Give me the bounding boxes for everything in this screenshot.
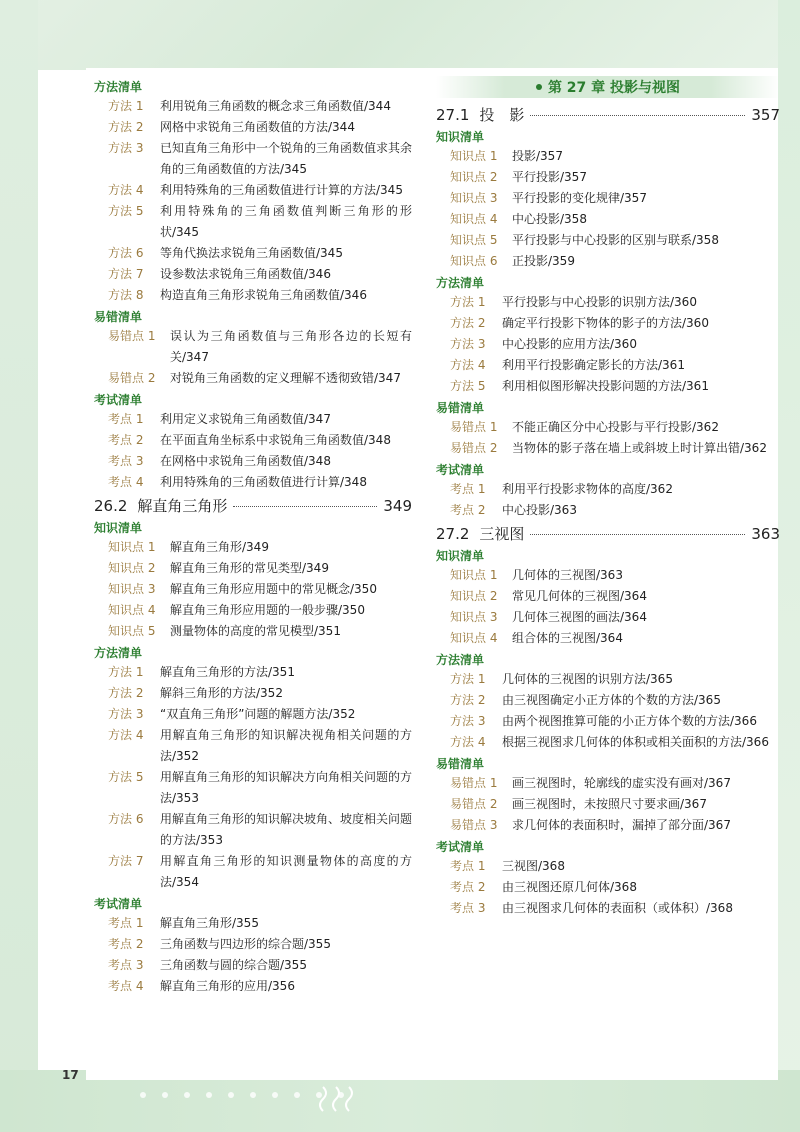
item-label: 方法 2 <box>108 686 144 700</box>
item-label: 易错点 2 <box>450 797 498 811</box>
item-label: 方法 1 <box>108 665 144 679</box>
toc-item[interactable] <box>436 167 780 188</box>
toc-item[interactable] <box>436 669 780 690</box>
toc-item[interactable] <box>436 417 780 438</box>
toc-item[interactable] <box>94 138 412 180</box>
toc-item[interactable] <box>436 628 780 649</box>
item-text: 平行投影与中心投影的区别与联系/358 <box>512 233 719 247</box>
item-text: 利用平行投影求物体的高度/362 <box>502 482 673 496</box>
item-label: 知识点 3 <box>450 191 498 205</box>
item-text: 几何体三视图的画法/364 <box>512 610 647 624</box>
chapter-title: 第 27 章 投影与视图 <box>547 80 681 96</box>
toc-item[interactable] <box>436 479 780 500</box>
item-text: 构造直角三角形求锐角三角函数值/346 <box>160 288 367 302</box>
section-title: 投 影 <box>479 106 525 124</box>
section-number: 27.1 <box>436 106 470 124</box>
toc-item[interactable] <box>94 683 412 704</box>
item-label: 考点 1 <box>450 859 486 873</box>
item-label: 方法 2 <box>108 120 144 134</box>
item-label: 方法 4 <box>450 358 486 372</box>
item-text: 用解直角三角形的知识测量物体的高度的方法/354 <box>160 854 412 889</box>
toc-item[interactable] <box>94 621 412 642</box>
item-label: 易错点 1 <box>108 329 156 343</box>
item-label: 方法 3 <box>450 337 486 351</box>
section-title: 三视图 <box>479 525 525 543</box>
item-text: 利用特殊角的三角函数值判断三角形的形状/345 <box>160 204 412 239</box>
item-text: 用解直角三角形的知识解决方向角相关问题的方法/353 <box>160 770 413 805</box>
toc-item[interactable] <box>94 180 412 201</box>
item-text: 画三视图时，轮廓线的虚实没有画对/367 <box>512 776 731 790</box>
item-label: 考点 4 <box>108 979 144 993</box>
item-text: 用解直角三角形的知识解决坡角、坡度相关问题的方法/353 <box>160 812 413 847</box>
toc-item[interactable] <box>436 607 780 628</box>
item-text: 解斜三角形的方法/352 <box>160 686 283 700</box>
item-text: 组合体的三视图/364 <box>512 631 623 645</box>
item-label: 知识点 4 <box>450 212 498 226</box>
item-label: 方法 2 <box>450 693 486 707</box>
section-heading: 考试清单 <box>436 463 485 477</box>
item-text: 常见几何体的三视图/364 <box>512 589 647 603</box>
item-text: 三视图/368 <box>502 859 565 873</box>
item-label: 考点 4 <box>108 475 144 489</box>
item-label: 考点 3 <box>108 958 144 972</box>
item-label: 考点 1 <box>108 412 144 426</box>
item-text: 平行投影与中心投影的识别方法/360 <box>502 295 697 309</box>
item-label: 易错点 2 <box>108 371 156 385</box>
bullet-dot-icon <box>536 84 542 90</box>
toc-item[interactable] <box>94 976 412 997</box>
item-text: 利用定义求锐角三角函数值/347 <box>160 412 331 426</box>
item-label: 方法 5 <box>450 379 486 393</box>
item-text: 在平面直角坐标系中求锐角三角函数值/348 <box>160 433 391 447</box>
toc-item[interactable] <box>94 662 412 683</box>
toc-section-entry[interactable] <box>436 104 780 126</box>
item-label: 方法 4 <box>450 735 486 749</box>
toc-item[interactable] <box>94 264 412 285</box>
item-text: 利用相似图形解决投影问题的方法/361 <box>502 379 709 393</box>
item-label: 知识点 3 <box>108 582 156 596</box>
item-text: 求几何体的表面积时，漏掉了部分面/367 <box>512 818 731 832</box>
toc-item[interactable] <box>436 438 780 459</box>
item-text: 利用平行投影确定影长的方法/361 <box>502 358 685 372</box>
item-label: 考点 2 <box>450 503 486 517</box>
item-label: 方法 3 <box>108 141 144 155</box>
item-text: 三角函数与圆的综合题/355 <box>160 958 307 972</box>
decorative-wave-icon <box>318 1082 378 1122</box>
left-column <box>94 76 412 997</box>
toc-item[interactable] <box>436 230 780 251</box>
item-label: 方法 3 <box>108 707 144 721</box>
section-heading: 考试清单 <box>94 897 143 911</box>
toc-item[interactable] <box>94 243 412 264</box>
page-right-background <box>778 0 800 1132</box>
toc-item[interactable] <box>436 690 780 711</box>
item-label: 方法 6 <box>108 246 144 260</box>
right-column <box>436 76 780 919</box>
section-heading: 易错清单 <box>94 310 143 324</box>
toc-item[interactable] <box>436 732 780 753</box>
item-label: 易错点 1 <box>450 420 498 434</box>
item-label: 考点 3 <box>108 454 144 468</box>
item-label: 知识点 5 <box>450 233 498 247</box>
section-heading: 方法清单 <box>94 80 143 94</box>
item-label: 方法 3 <box>450 714 486 728</box>
toc-item[interactable] <box>436 773 780 794</box>
toc-section-entry[interactable] <box>436 523 780 545</box>
item-label: 知识点 1 <box>108 540 156 554</box>
toc-item[interactable] <box>94 913 412 934</box>
toc-item[interactable] <box>436 794 780 815</box>
item-label: 方法 5 <box>108 770 144 784</box>
toc-item[interactable] <box>94 704 412 725</box>
item-text: “双直角三角形”问题的解题方法/352 <box>160 707 356 721</box>
item-label: 方法 7 <box>108 267 144 281</box>
section-page-number: 363 <box>751 525 780 543</box>
item-text: 利用特殊角的三角函数值进行计算的方法/345 <box>160 183 403 197</box>
item-text: 误认为三角函数值与三角形各边的长短有关/347 <box>170 329 412 364</box>
item-text: 由三视图求几何体的表面积（或体积）/368 <box>502 901 733 915</box>
section-heading: 考试清单 <box>94 393 143 407</box>
item-label: 知识点 4 <box>108 603 156 617</box>
item-text: 已知直角三角形中一个锐角的三角函数值求其余角的三角函数值的方法/345 <box>160 141 413 176</box>
toc-item[interactable] <box>94 409 412 430</box>
toc-item[interactable] <box>436 565 780 586</box>
toc-item[interactable] <box>94 451 412 472</box>
item-text: 由两个视图推算可能的小正方体个数的方法/366 <box>502 714 757 728</box>
item-text: 中心投影/363 <box>502 503 577 517</box>
chapter-banner <box>436 76 780 98</box>
toc-item[interactable] <box>436 188 780 209</box>
item-label: 考点 2 <box>450 880 486 894</box>
section-page-number: 357 <box>751 106 780 124</box>
item-label: 方法 4 <box>108 183 144 197</box>
dot-leader <box>233 506 377 507</box>
toc-section-entry[interactable] <box>94 495 412 517</box>
item-text: 中心投影/358 <box>512 212 587 226</box>
item-text: 画三视图时，未按照尺寸要求画/367 <box>512 797 707 811</box>
toc-item[interactable] <box>436 856 780 877</box>
item-label: 知识点 2 <box>108 561 156 575</box>
item-text: 解直角三角形/349 <box>170 540 269 554</box>
item-label: 方法 5 <box>108 204 144 218</box>
item-text: 由三视图还原几何体/368 <box>502 880 637 894</box>
toc-item[interactable] <box>436 313 780 334</box>
section-number: 27.2 <box>436 525 470 543</box>
item-text: 三角函数与四边形的综合题/355 <box>160 937 331 951</box>
item-text: 在网格中求锐角三角函数值/348 <box>160 454 331 468</box>
section-page-number: 349 <box>383 497 412 515</box>
item-text: 正投影/359 <box>512 254 575 268</box>
item-text: 设参数法求锐角三角函数值/346 <box>160 267 331 281</box>
item-text: 网格中求锐角三角函数值的方法/344 <box>160 120 355 134</box>
item-label: 方法 6 <box>108 812 144 826</box>
toc-item[interactable] <box>436 877 780 898</box>
item-text: 解直角三角形的常见类型/349 <box>170 561 329 575</box>
item-label: 方法 1 <box>450 295 486 309</box>
section-title: 解直角三角形 <box>137 497 228 515</box>
section-heading: 考试清单 <box>436 840 485 854</box>
toc-item[interactable] <box>94 579 412 600</box>
toc-item[interactable] <box>94 368 412 389</box>
item-text: 利用特殊角的三角函数值进行计算/348 <box>160 475 367 489</box>
item-text: 等角代换法求锐角三角函数值/345 <box>160 246 343 260</box>
page-left-background <box>0 0 38 1132</box>
toc-item[interactable] <box>436 500 780 521</box>
toc-item[interactable] <box>94 117 412 138</box>
item-text: 解直角三角形/355 <box>160 916 259 930</box>
item-text: 解直角三角形的应用/356 <box>160 979 295 993</box>
item-label: 方法 7 <box>108 854 144 868</box>
item-label: 考点 1 <box>108 916 144 930</box>
item-text: 平行投影的变化规律/357 <box>512 191 647 205</box>
section-heading: 方法清单 <box>436 653 485 667</box>
item-label: 考点 2 <box>108 433 144 447</box>
toc-item[interactable] <box>94 430 412 451</box>
toc-item[interactable] <box>94 767 412 809</box>
toc-item[interactable] <box>436 334 780 355</box>
toc-item[interactable] <box>436 711 780 732</box>
section-heading: 方法清单 <box>436 276 485 290</box>
item-text: 对锐角三角函数的定义理解不透彻致错/347 <box>170 371 401 385</box>
toc-item[interactable] <box>94 537 412 558</box>
item-label: 知识点 3 <box>450 610 498 624</box>
item-text: 确定平行投影下物体的影子的方法/360 <box>502 316 709 330</box>
item-text: 解直角三角形应用题的一般步骤/350 <box>170 603 365 617</box>
item-label: 知识点 1 <box>450 568 498 582</box>
item-text: 解直角三角形应用题中的常见概念/350 <box>170 582 377 596</box>
item-text: 投影/357 <box>512 149 563 163</box>
item-text: 不能正确区分中心投影与平行投影/362 <box>512 420 719 434</box>
toc-item[interactable] <box>94 326 412 368</box>
item-label: 易错点 2 <box>450 441 498 455</box>
item-text: 由三视图确定小正方体的个数的方法/365 <box>502 693 721 707</box>
item-text: 当物体的影子落在墙上或斜坡上时计算出错/362 <box>512 441 767 455</box>
toc-item[interactable] <box>94 472 412 493</box>
item-label: 方法 1 <box>108 99 144 113</box>
toc-item[interactable] <box>436 586 780 607</box>
section-number: 26.2 <box>94 497 128 515</box>
item-label: 易错点 1 <box>450 776 498 790</box>
dot-leader <box>530 534 745 535</box>
item-label: 知识点 1 <box>450 149 498 163</box>
dot-leader <box>530 115 745 116</box>
toc-item[interactable] <box>94 955 412 976</box>
item-label: 考点 2 <box>108 937 144 951</box>
item-text: 几何体的三视图的识别方法/365 <box>502 672 673 686</box>
item-label: 知识点 4 <box>450 631 498 645</box>
section-heading: 知识清单 <box>94 521 143 535</box>
item-label: 易错点 3 <box>450 818 498 832</box>
item-label: 考点 1 <box>450 482 486 496</box>
toc-item[interactable] <box>94 725 412 767</box>
item-label: 方法 8 <box>108 288 144 302</box>
toc-item[interactable] <box>94 558 412 579</box>
item-label: 知识点 6 <box>450 254 498 268</box>
page-number: 17 <box>62 1068 79 1082</box>
item-label: 知识点 5 <box>108 624 156 638</box>
item-text: 根据三视图求几何体的体积或相关面积的方法/366 <box>502 735 769 749</box>
section-heading: 方法清单 <box>94 646 143 660</box>
toc-item[interactable] <box>436 251 780 272</box>
item-text: 几何体的三视图/363 <box>512 568 623 582</box>
item-text: 测量物体的高度的常见模型/351 <box>170 624 341 638</box>
item-label: 方法 1 <box>450 672 486 686</box>
item-text: 用解直角三角形的知识解决视角相关问题的方法/352 <box>160 728 412 763</box>
item-label: 考点 3 <box>450 901 486 915</box>
toc-item[interactable] <box>94 934 412 955</box>
toc-item[interactable] <box>94 285 412 306</box>
toc-item[interactable] <box>436 355 780 376</box>
item-label: 知识点 2 <box>450 170 498 184</box>
toc-item[interactable] <box>436 815 780 836</box>
section-heading: 知识清单 <box>436 549 485 563</box>
toc-item[interactable] <box>94 809 412 851</box>
toc-item[interactable] <box>436 898 780 919</box>
item-text: 解直角三角形的方法/351 <box>160 665 295 679</box>
item-text: 平行投影/357 <box>512 170 587 184</box>
section-heading: 易错清单 <box>436 757 485 771</box>
toc-item[interactable] <box>436 209 780 230</box>
toc-item[interactable] <box>94 201 412 243</box>
toc-item[interactable] <box>94 851 412 893</box>
item-text: 利用锐角三角函数的概念求三角函数值/344 <box>160 99 391 113</box>
toc-item[interactable] <box>436 146 780 167</box>
toc-item[interactable] <box>94 600 412 621</box>
toc-item[interactable] <box>94 96 412 117</box>
item-label: 方法 4 <box>108 728 144 742</box>
section-heading: 易错清单 <box>436 401 485 415</box>
toc-item[interactable] <box>436 292 780 313</box>
item-text: 中心投影的应用方法/360 <box>502 337 637 351</box>
decorative-dots-icon <box>140 1092 344 1098</box>
page-top-background <box>0 0 800 70</box>
item-label: 方法 2 <box>450 316 486 330</box>
item-label: 知识点 2 <box>450 589 498 603</box>
section-heading: 知识清单 <box>436 130 485 144</box>
toc-item[interactable] <box>436 376 780 397</box>
